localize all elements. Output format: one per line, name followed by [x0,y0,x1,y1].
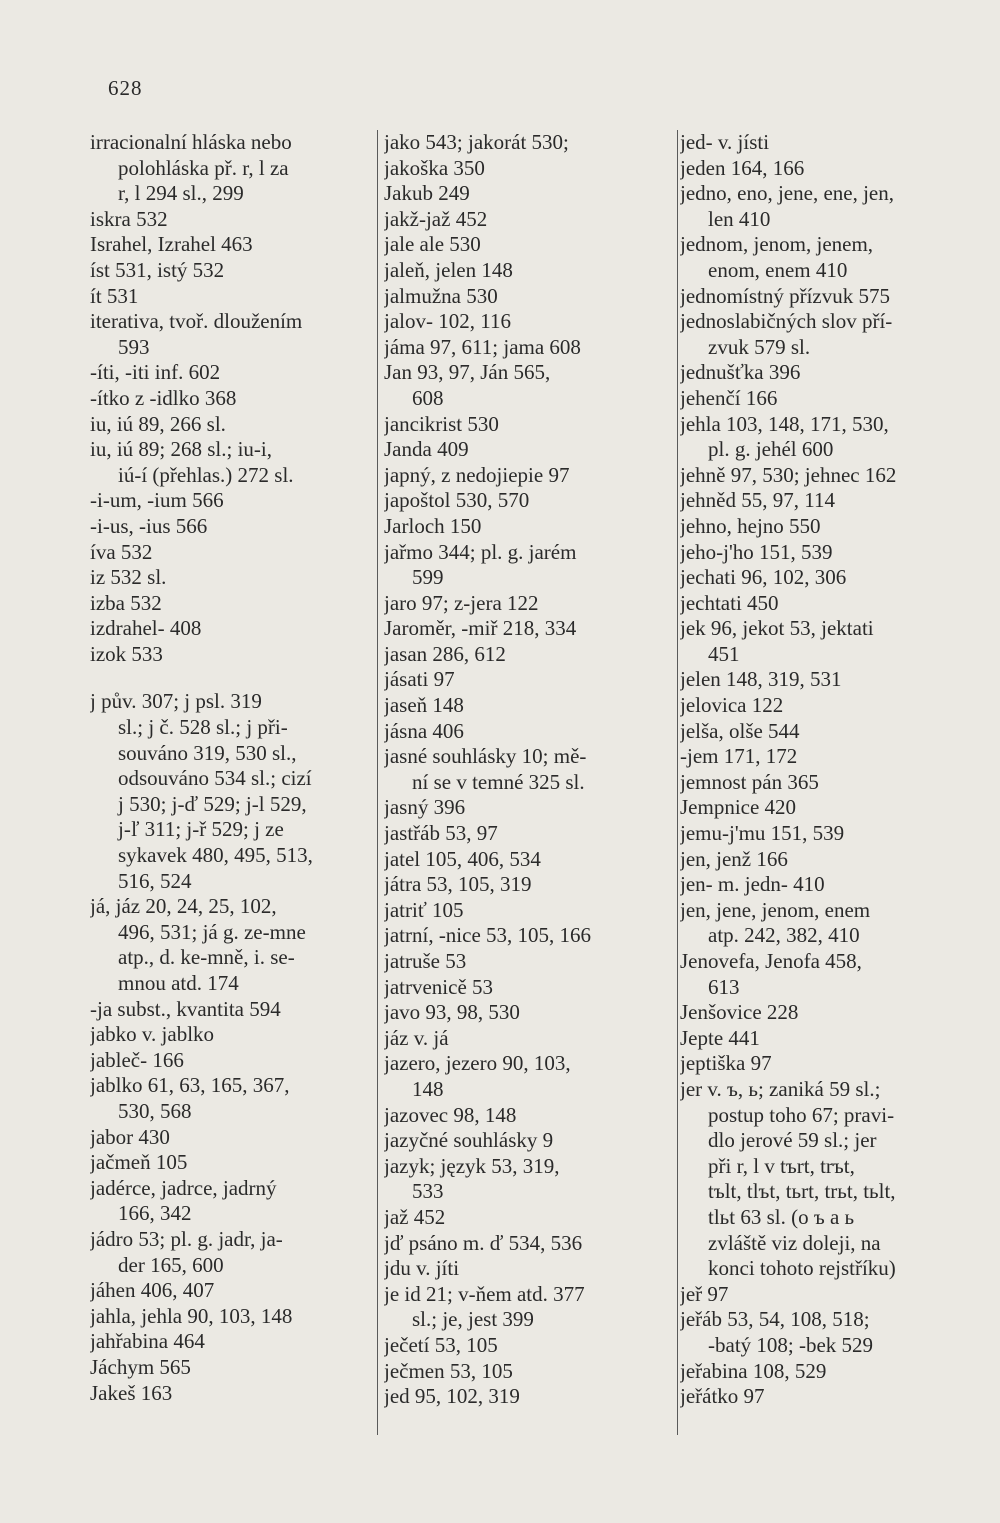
index-line: jasný 396 [384,795,466,820]
index-line: Jepte 441 [680,1025,760,1050]
index-line: jazyk; język 53, 319, [384,1153,560,1178]
index-line: polohláska př. r, l za [118,155,289,180]
index-line: 516, 524 [118,868,192,893]
index-line: je id 21; v-ňem atd. 377 [384,1281,585,1306]
index-line: ní se v temné 325 sl. [412,769,585,794]
index-line: -íti, -iti inf. 602 [90,360,221,385]
index-line: jehně 97, 530; jehnec 162 [680,462,897,487]
index-line: ječmen 53, 105 [384,1358,513,1383]
index-line: íva 532 [90,539,153,564]
index-line: jazero, jezero 90, 103, [384,1051,571,1076]
index-line: iterativa, tvoř. dloužením [90,309,303,334]
index-line: jaseň 148 [384,693,464,718]
index-line: játra 53, 105, 319 [384,872,532,897]
index-line: jakž-jaž 452 [384,206,488,231]
index-line: -i-um, -ium 566 [90,488,224,513]
index-line: jaro 97; z-jera 122 [384,590,539,615]
index-line: jed 95, 102, 319 [384,1384,520,1409]
index-line: jelovica 122 [680,693,784,718]
index-line: jen, jene, jenom, enem [680,897,871,922]
index-line: -i-us, -ius 566 [90,513,208,538]
index-line: 166, 342 [118,1201,192,1226]
index-line: zvláště viz doleji, na [708,1230,881,1255]
index-line: jdu v. jíti [384,1256,460,1281]
index-line: 533 [412,1179,444,1204]
index-line: jeř 97 [680,1281,729,1306]
index-line: jed- v. jísti [680,130,770,154]
index-line: iu, iú 89; 268 sl.; iu-i, [90,437,273,462]
index-column-1 [90,130,372,1406]
index-line: sykavek 480, 495, 513, [118,843,313,868]
column-divider [377,130,378,1435]
index-line: Jakub 249 [384,181,470,206]
index-line: jale ale 530 [384,232,481,257]
index-line: jádro 53; pl. g. jadr, ja- [90,1226,283,1251]
index-line: j 530; j-ď 529; j-l 529, [118,791,307,816]
index-line: jemu-j'mu 151, 539 [680,821,845,846]
index-line: jasan 286, 612 [384,641,506,666]
index-line: jatruše 53 [384,949,467,973]
page-number: 628 [108,76,143,100]
index-line: dlo jerové 59 sl.; jer [708,1128,877,1153]
index-line: Jaroměr, -miř 218, 334 [384,616,577,641]
index-line: jehla 103, 148, 171, 530, [680,411,889,436]
index-line: jačmeň 105 [90,1150,188,1175]
index-line: souváno 319, 530 sl., [118,740,297,765]
index-line: pl. g. jehél 600 [708,437,834,462]
index-line: sl.; je, jest 399 [412,1307,534,1332]
index-line: enom, enem 410 [708,257,848,282]
index-line: -batý 108; -bek 529 [708,1332,874,1357]
index-line: jáz v. já [384,1025,449,1050]
index-line: jáhen 406, 407 [90,1278,215,1303]
index-line: jeptiška 97 [680,1051,772,1076]
index-line: Jan 93, 97, Ján 565, [384,360,551,385]
index-line: íst 531, istý 532 [90,257,225,282]
index-column-2 [384,130,674,1410]
index-line: japný, z nedojiepie 97 [384,462,570,487]
index-line: jasné souhlásky 10; mě- [384,744,587,769]
index-line: jehno, hejno 550 [680,513,821,538]
index-line: jako 543; jakorát 530; [384,130,569,154]
index-line: jechati 96, 102, 306 [680,565,847,590]
index-line: jablko 61, 63, 165, 367, [90,1073,290,1098]
index-line: -ítko z -idlko 368 [90,385,237,410]
index-line: jařmo 344; pl. g. jarém [384,539,577,564]
index-column-3 [680,130,980,1410]
index-line: jáma 97, 611; jama 608 [384,334,581,359]
index-line: jatrní, -nice 53, 105, 166 [384,923,592,948]
index-line: já, jáz 20, 24, 25, 102, [90,894,277,919]
index-line: jatel 105, 406, 534 [384,846,541,871]
index-line: jeden 164, 166 [680,155,805,180]
index-line: jásati 97 [384,667,455,692]
index-line: jahla, jehla 90, 103, 148 [90,1303,293,1328]
index-line: jeřátko 97 [680,1384,765,1409]
index-line: jazovec 98, 148 [384,1102,517,1127]
index-line: jedno, eno, jene, ene, jen, [680,181,894,206]
index-line: jelen 148, 319, 531 [680,667,842,692]
index-line: jadérce, jadrce, jadrný [90,1175,277,1200]
index-line: -jem 171, 172 [680,744,798,769]
index-line: jeřáb 53, 54, 108, 518; [680,1307,870,1332]
index-line: Jakeš 163 [90,1380,173,1405]
index-line: j-ľ 311; j-ř 529; j ze [118,817,284,842]
index-line: jatriť 105 [384,897,464,922]
section-gap [90,667,372,689]
index-line: iz 532 sl. [90,565,167,590]
index-line: Jempnice 420 [680,795,797,820]
index-line: atp. 242, 382, 410 [708,923,860,948]
index-line: 608 [412,385,444,410]
index-line: izba 532 [90,590,162,615]
index-line: jechtati 450 [680,590,779,615]
index-line: jen, jenž 166 [680,846,788,871]
index-line: javo 93, 98, 530 [384,1000,520,1025]
index-line: konci tohoto rejstříku) [708,1256,896,1281]
index-line: iskra 532 [90,206,168,231]
index-line: Jáchym 565 [90,1354,191,1379]
index-line: japoštol 530, 570 [384,488,530,513]
index-line: r, l 294 sl., 299 [118,181,244,206]
column-divider [677,130,678,1435]
index-line: izok 533 [90,641,163,666]
index-line: jehněd 55, 97, 114 [680,488,835,513]
index-line: 593 [118,334,150,359]
index-line: jelša, olše 544 [680,718,800,743]
index-line: jahřabina 464 [90,1329,205,1354]
index-line: 613 [708,974,740,999]
index-line: jableč- 166 [90,1047,184,1072]
index-line: 496, 531; já g. ze-mne [118,919,306,944]
index-line: Jenšovice 228 [680,1000,799,1025]
index-line: jeřabina 108, 529 [680,1358,827,1383]
index-line: jancikrist 530 [384,411,499,436]
index-line: Israhel, Izrahel 463 [90,232,253,257]
index-line: při r, l v tъrt, trъt, [708,1153,855,1178]
index-line: ječetí 53, 105 [384,1332,498,1357]
index-line: jastřáb 53, 97 [384,821,498,846]
index-line: jakoška 350 [384,155,485,180]
index-line: 451 [708,641,740,666]
index-line: irracionalní hláska nebo [90,130,292,154]
index-line: jalov- 102, 116 [384,309,511,334]
index-line: jabko v. jablko [90,1022,215,1047]
index-line: jehenčí 166 [680,385,778,410]
index-line: jabor 430 [90,1124,170,1149]
index-line: iu, iú 89, 266 sl. [90,411,226,436]
index-line: der 165, 600 [118,1252,224,1277]
index-line: ít 531 [90,283,139,308]
index-line: tlьt 63 sl. (o ъ a ь [708,1204,855,1229]
index-line: jď psáno m. ď 534, 536 [384,1230,583,1255]
index-line: Jenovefa, Jenofa 458, [680,949,862,973]
index-line: -ja subst., kvantita 594 [90,996,281,1021]
index-line: jaleň, jelen 148 [384,257,513,282]
index-line: jaž 452 [384,1204,446,1229]
index-line: mnou atd. 174 [118,971,239,995]
index-line: izdrahel- 408 [90,616,202,641]
index-line: jednoslabičných slov pří- [680,309,893,334]
index-line: tъlt, tlъt, tьrt, trьt, tьlt, [708,1179,896,1204]
index-line: 530, 568 [118,1098,192,1123]
index-line: len 410 [708,206,771,231]
index-line: Janda 409 [384,437,469,462]
index-line: 148 [412,1076,444,1101]
index-line: jednušťka 396 [680,360,801,385]
index-line: sl.; j č. 528 sl.; j při- [118,715,288,740]
index-line: jer v. ъ, ь; zaniká 59 sl.; [680,1076,881,1101]
index-line: jen- m. jedn- 410 [680,872,825,897]
index-line: jalmužna 530 [384,283,498,308]
index-line: jemnost pán 365 [680,769,819,794]
index-line: odsouváno 534 sl.; cizí [118,766,312,791]
index-line: 599 [412,565,444,590]
index-line: jednomístný přízvuk 575 [680,283,890,308]
index-line: jeho-j'ho 151, 539 [680,539,833,564]
index-line: jásna 406 [384,718,464,743]
index-line: jatrvenicě 53 [384,974,494,999]
index-line: jek 96, jekot 53, jektati [680,616,874,641]
index-line: atp., d. ke-mně, i. se- [118,945,295,970]
index-line: Jarloch 150 [384,513,482,538]
index-line: jednom, jenom, jenem, [680,232,874,257]
index-line: j pův. 307; j psl. 319 [90,689,262,714]
index-line: postup toho 67; pravi- [708,1102,895,1127]
index-line: zvuk 579 sl. [708,334,811,359]
index-line: iú-í (přehlas.) 272 sl. [118,462,294,487]
index-line: jazyčné souhlásky 9 [384,1128,554,1153]
